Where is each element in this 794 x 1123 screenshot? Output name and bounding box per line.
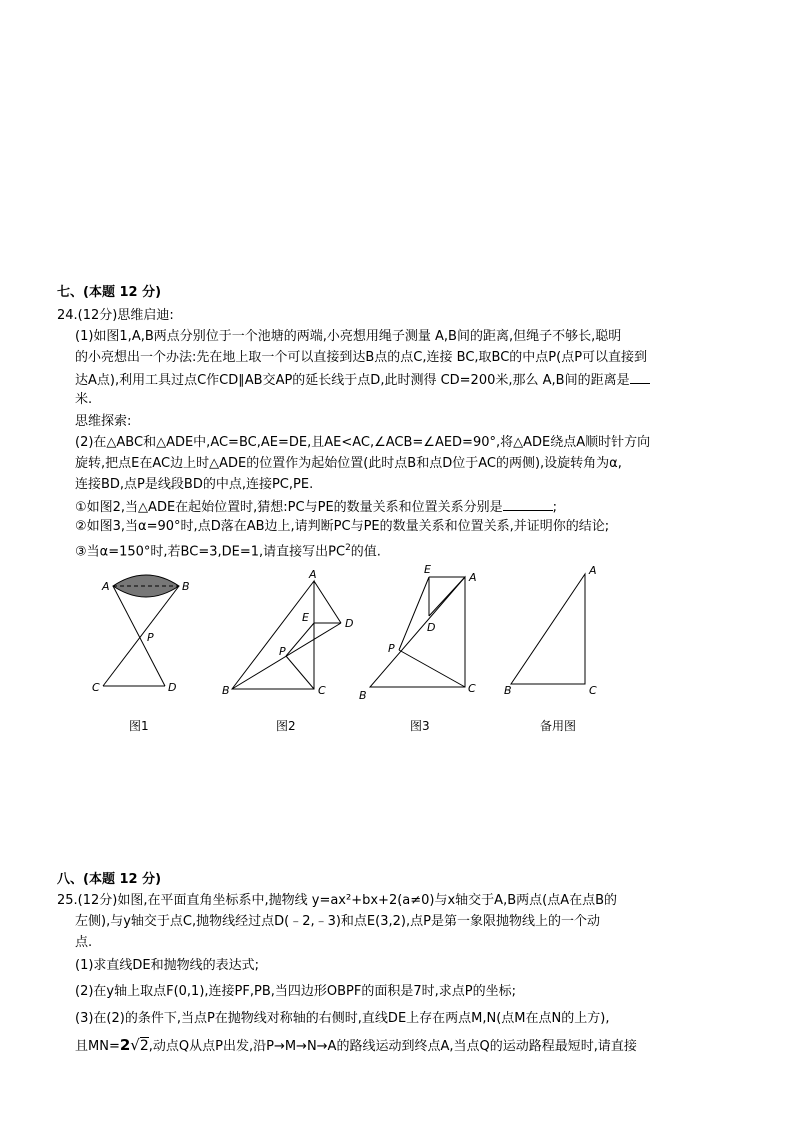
caption-fig4: 备用图 [540,719,577,733]
explore-label: 思维探索: [75,414,132,429]
line-pe [399,577,429,650]
fig3-label-p: P [388,642,395,655]
figure-4 [511,574,585,684]
line-pe [286,623,314,656]
q24-sub1-text: ①如图2,当△ADE在起始位置时,猜想:PC与PE的数量关系和位置关系分别是 [75,500,503,515]
q25-line1: 25.(12分)如图,在平面直角坐标系中,抛物线 y=ax²+bx+2(a≠0)与x轴交于A,B两点(点A在点B的 [57,893,618,908]
section-8-heading: 八、(本题 12 分) [57,872,162,887]
q24-part1-line2: 的小亮想出一个办法:先在地上取一个可以直接到达B点的点C,连接 BC,取BC的中点P(点P可以直接到 [75,350,648,365]
line-bc [103,586,179,686]
triangle-abc [232,581,314,689]
q25-part2: (2)在y轴上取点F(0,1),连接PF,PB,当四边形OBPF的面积是7时,求点P的坐标; [75,984,516,999]
q24-part1-line4: 米. [75,392,93,407]
fig2-label-p: P [279,645,286,658]
fig1-label-a: A [102,580,110,593]
q24-part2-line2: 旋转,把点E在AC边上时△ADE的位置作为起始位置(此时点B和点D位于AC的两侧),设旋转角为α, [75,456,622,471]
sqrt-symbol: √ [130,1036,140,1054]
fig2-label-a: A [309,568,317,581]
figures-svg [0,560,794,710]
line-ad [314,581,341,623]
q24-part1-line1: (1)如图1,A,B两点分别位于一个池塘的两端,小亮想用绳子测量 A,B间的距离,但绳子不够长,聪明 [75,329,622,344]
fig4-label-b: B [504,684,512,697]
fig1-label-c: C [92,681,100,694]
q25-part3: (3)在(2)的条件下,当点P在抛物线对称轴的右侧时,直线DE上存在两点M,N(点M在点N的上方), [75,1011,610,1026]
fig3-label-d: D [427,621,436,634]
caption-fig1: 图1 [129,719,149,733]
fig1-label-p: P [147,631,154,644]
fig3-label-c: C [468,682,476,695]
question-24-title: 24.(12分)思维启迪: [57,308,174,323]
q24-sub3-text-a: ③当α=150°时,若BC=3,DE=1,请直接写出PC [75,544,346,560]
figure-1 [103,575,179,686]
q25-part4-text-b: ,动点Q从点P出发,沿P→M→N→A的路线运动到终点A,当点Q的运动路程最短时,请直接 [148,1039,637,1054]
figure-2-labels [222,568,353,697]
fig2-label-b: B [222,684,230,697]
answer-blank-2[interactable] [503,496,553,511]
q24-part2-line1: (2)在△ABC和△ADE中,AC=BC,AE=DE,且AE<AC,∠ACB=∠AED=90°,将△ADE绕点A顺时针方向 [75,435,651,450]
sqrt-radicand: 2 [139,1038,149,1054]
figure-3 [370,577,465,687]
fig2-label-e: E [302,611,309,624]
q24-part2-line3: 连接BD,点P是线段BD的中点,连接PC,PE. [75,477,314,492]
figure-4-labels [504,564,597,697]
line-ad [113,586,165,686]
q24-sub1-end: ; [552,500,558,515]
section-7-heading: 七、(本题 12 分) [57,285,162,300]
q24-sub2: ②如图3,当α=90°时,点D落在AB边上,请判断PC与PE的数量关系和位置关系,并证明你的结论; [75,519,610,534]
fig2-label-c: C [318,684,326,697]
q24-sub3-sup: 2 [345,543,351,553]
q24-sub1 [75,496,557,518]
q24-sub3-text-b: 的值. [350,544,381,560]
triangle-abc [370,577,465,687]
figure-2 [232,581,341,689]
q25-part1: (1)求直线DE和抛物线的表达式; [75,958,260,973]
fig1-label-d: D [168,681,177,694]
fig2-label-d: D [345,617,354,630]
q24-part1-line3 [75,369,650,391]
fig4-label-c: C [589,684,597,697]
triangle-abc [511,574,585,684]
q24-part1-line3-text: 达A点),利用工具过点C作CD∥AB交AP的延长线于点D,此时测得 CD=200米,那么 A,B间的距离是 [75,373,630,388]
q25-part4 [75,1035,637,1057]
caption-fig2: 图2 [276,719,296,733]
q24-sub3 [75,538,381,562]
line-pc [286,656,314,689]
q25-line2: 左侧),与y轴交于点C,抛物线经过点D(﹣2,﹣3)和点E(3,2),点P是第一象限抛物线上的一个动 [75,914,600,929]
fig3-label-b: B [359,689,367,702]
sqrt-coefficient: 2 [119,1036,131,1054]
fig4-label-a: A [589,564,597,577]
line-pc [399,650,465,687]
q25-line3: 点. [75,935,93,950]
answer-blank-1[interactable] [630,369,650,384]
fig3-label-e: E [424,563,431,576]
fig1-label-b: B [182,580,190,593]
fig3-label-a: A [469,571,477,584]
q25-part4-text-a: 且MN= [75,1039,120,1054]
caption-fig3: 图3 [410,719,430,733]
line-da [429,577,465,616]
